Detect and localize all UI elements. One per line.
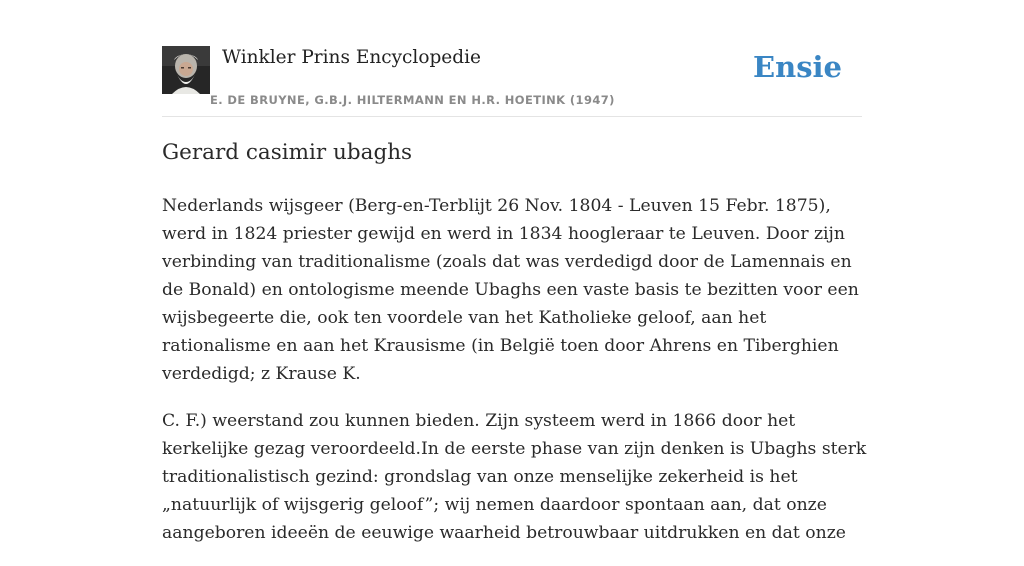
author-portrait-icon [162, 46, 210, 94]
ensie-logo-link[interactable]: Ensie [753, 50, 842, 84]
book-authors: E. DE BRUYNE, G.B.J. HILTERMANN EN H.R. HOETINK (1947) [210, 93, 615, 107]
article-body [162, 192, 868, 566]
book-header [162, 46, 862, 117]
article-title: Gerard casimir ubaghs [162, 140, 413, 165]
book-title[interactable]: Winkler Prins Encyclopedie [222, 47, 481, 68]
author-avatar[interactable] [162, 46, 210, 94]
article-paragraph: C. F.) weerstand zou kunnen bieden. Zijn systeem werd in 1866 door het kerkelijke gezag veroordeeld.In de eerste phase van zijn denken is Ubaghs sterk traditionalistisch gezind: grondslag van onze menselijke zekerheid is het „natuurlijk of wijsgerig geloof”; wij nemen daardoor spontaan aan, dat onze aangeboren ideeën de eeuwige waarheid betrouwbaar uitdrukken en dat onze [162, 411, 867, 543]
article-paragraph: Nederlands wijsgeer (Berg-en-Terblijt 26 Nov. 1804 - Leuven 15 Febr. 1875), werd in 1824 priester gewijd en werd in 1834 hoogleraar te Leuven. Door zijn verbinding van traditionalisme (zoals dat was verdedigd door de Lamennais en de Bonald) en ontologisme meende Ubaghs een vaste basis te bezitten voor een wijsbegeerte die, ook ten voordele van het Katholieke geloof, aan het rationalisme en aan het Krausisme (in België toen door Ahrens en Tiberghien verdedigd; z Krause K. [162, 196, 859, 384]
